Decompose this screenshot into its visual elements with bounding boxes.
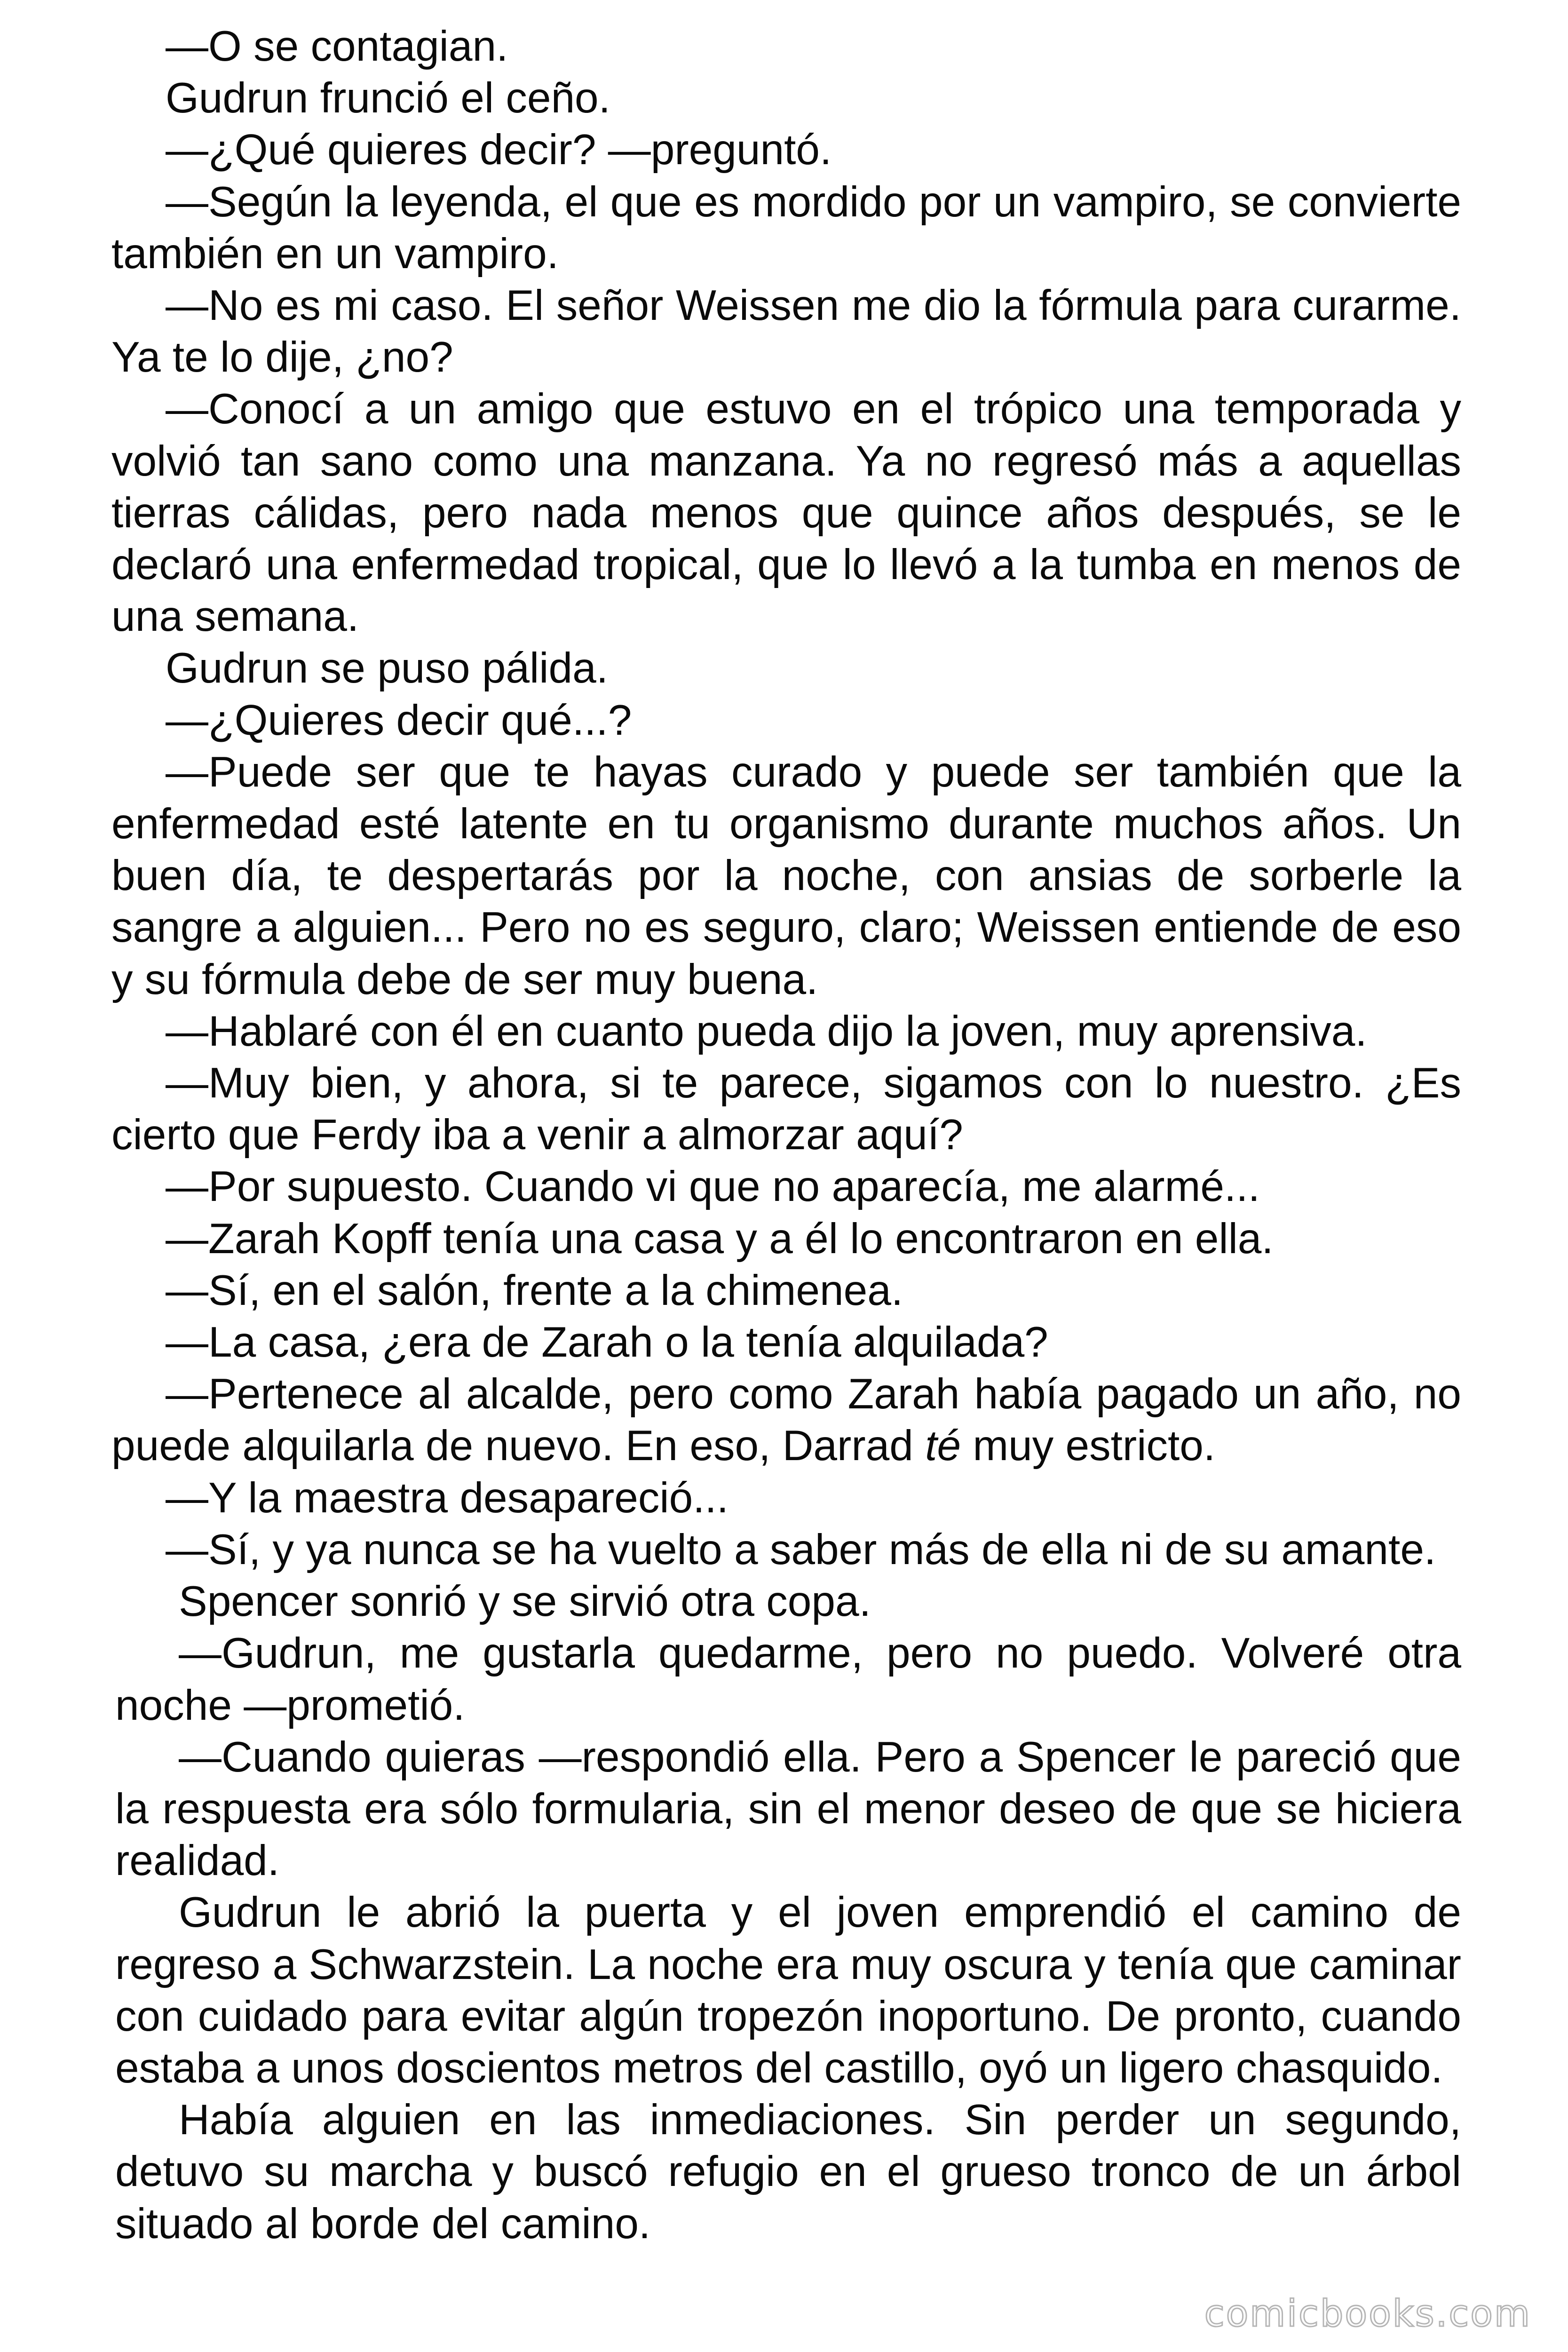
paragraph: Gudrun se puso pálida. <box>166 644 608 692</box>
paragraph: —Hablaré con él en cuanto pueda dijo la joven, muy aprensiva. <box>166 1007 1367 1055</box>
paragraph: —Sí, y ya nunca se ha vuelto a saber más de ella ni de su amante. <box>166 1526 1436 1573</box>
paragraph: —Muy bien, y ahora, si te parece, sigamos con lo nuestro. ¿Es cierto que Ferdy iba a venir a almorzar aquí? <box>111 1059 1461 1159</box>
paragraph: —Cuando quieras —respondió ella. Pero a Spencer le pareció que la respuesta era sólo formularia, sin el menor deseo de que se hiciera realidad. <box>115 1733 1461 1885</box>
paragraph: —Gudrun, me gustarla quedarme, pero no puedo. Volveré otra noche —prometió. <box>115 1629 1461 1729</box>
paragraph: —¿Quieres decir qué...? <box>166 696 632 744</box>
paragraph-text: muy estricto. <box>961 1422 1216 1470</box>
watermark-logo: comicbooks.com <box>1204 2293 1531 2335</box>
paragraph: —Por supuesto. Cuando vi que no aparecía, me alarmé... <box>166 1163 1260 1211</box>
paragraph: Gudrun le abrió la puerta y el joven emprendió el camino de regreso a Schwarzstein. La noche era muy oscura y tenía que caminar con cuidado para evitar algún tropezón inoportuno. De pronto, cuando estaba a unos doscientos metros del castillo, oyó un ligero chasquido. <box>115 1889 1461 2092</box>
paragraph: —Puede ser que te hayas curado y puede ser también que la enfermedad esté latente en tu organismo durante muchos años. Un buen día, te despertarás por la noche, con ansias de sorberle la sangre a alguien... Pero no es seguro, claro; Weissen entiende de eso y su fórmula debe de ser muy buena. <box>111 748 1461 1003</box>
italic-word: té <box>925 1422 961 1470</box>
paragraph: —No es mi caso. El señor Weissen me dio la fórmula para curarme. Ya te lo dije, ¿no? <box>111 282 1461 381</box>
paragraph-with-italic <box>111 1368 1461 1472</box>
paragraph: —O se contagian. <box>166 23 508 70</box>
paragraph: —Según la leyenda, el que es mordido por un vampiro, se convierte también en un vampiro. <box>111 178 1461 278</box>
shifted-block <box>111 1576 1461 2250</box>
paragraph: —Sí, en el salón, frente a la chimenea. <box>166 1266 903 1314</box>
paragraph-text: —Pertenece al alcalde, pero como Zarah había pagado un año, no puede alquilarla de nuevo. En eso, Darrad <box>111 1370 1461 1470</box>
paragraph: Gudrun frunció el ceño. <box>166 74 610 122</box>
body-text <box>111 21 1461 2250</box>
paragraph: —Y la maestra desapareció... <box>166 1474 729 1522</box>
paragraph: —Conocí a un amigo que estuvo en el trópico una temporada y volvió tan sano como una manzana. Ya no regresó más a aquellas tierras cálidas, pero nada menos que quince años después, se le declaró una enfermedad tropical, que lo llevó a la tumba en menos de una semana. <box>111 385 1461 641</box>
paragraph: —La casa, ¿era de Zarah o la tenía alquilada? <box>166 1319 1048 1367</box>
paragraph: Había alguien en las inmediaciones. Sin perder un segundo, detuvo su marcha y buscó refugio en el grueso tronco de un árbol situado al borde del camino. <box>115 2096 1461 2248</box>
paragraph: —¿Qué quieres decir? —preguntó. <box>166 126 832 174</box>
paragraph: Spencer sonrió y se sirvió otra copa. <box>179 1578 871 1626</box>
paragraph: —Zarah Kopff tenía una casa y a él lo encontraron en ella. <box>166 1215 1274 1263</box>
